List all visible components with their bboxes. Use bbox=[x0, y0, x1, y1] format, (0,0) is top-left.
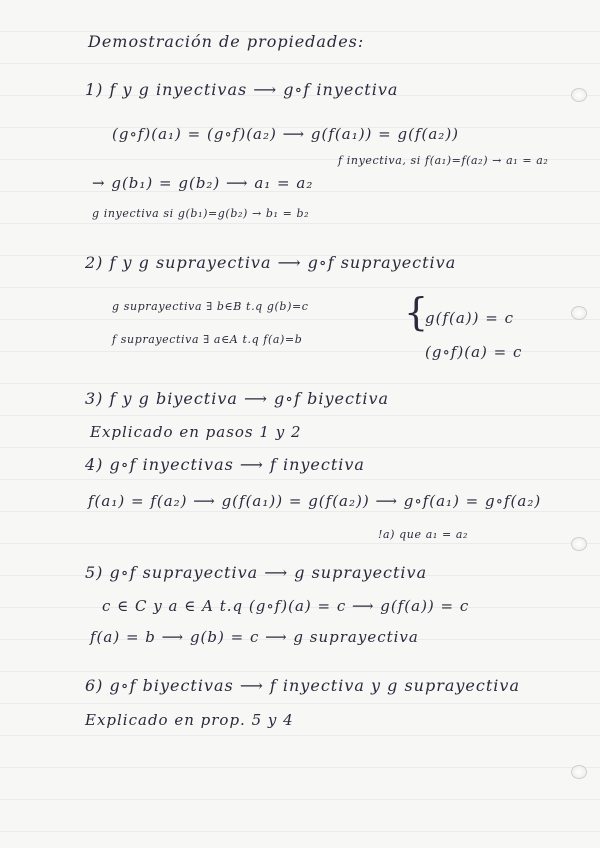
section-5-line-2: f(a) = b ⟶ g(b) = c ⟶ g suprayectiva bbox=[90, 628, 419, 646]
section-4-heading: 4) g∘f inyectivas ⟶ f inyectiva bbox=[85, 455, 365, 474]
page-title: Demostración de propiedades: bbox=[88, 32, 365, 51]
section-1-line-2: f inyectiva, si f(a₁)=f(a₂) → a₁ = a₂ bbox=[338, 154, 549, 167]
section-3-heading: 3) f y g biyectiva ⟶ g∘f biyectiva bbox=[85, 389, 390, 408]
section-5-line-1: c ∈ C y a ∈ A t.q (g∘f)(a) = c ⟶ g(f(a)) = c bbox=[102, 597, 470, 615]
section-5-heading: 5) g∘f suprayectiva ⟶ g suprayectiva bbox=[85, 563, 428, 582]
section-6-line-1: Explicado en prop. 5 y 4 bbox=[85, 711, 294, 729]
section-1-line-1: (g∘f)(a₁) = (g∘f)(a₂) ⟶ g(f(a₁)) = g(f(a₂)) bbox=[112, 125, 460, 143]
section-1-line-4: g inyectiva si g(b₁)=g(b₂) → b₁ = b₂ bbox=[92, 207, 310, 220]
section-6-heading: 6) g∘f biyectivas ⟶ f inyectiva y g suprayectiva bbox=[85, 676, 520, 695]
section-2-result-1: g(f(a)) = c bbox=[425, 309, 515, 327]
section-2-result-2: (g∘f)(a) = c bbox=[425, 343, 523, 361]
section-4-line-2: !a) que a₁ = a₂ bbox=[378, 528, 469, 541]
section-1-line-3: → g(b₁) = g(b₂) ⟶ a₁ = a₂ bbox=[92, 174, 314, 192]
section-3-line-1: Explicado en pasos 1 y 2 bbox=[90, 423, 302, 441]
section-2-heading: 2) f y g suprayectiva ⟶ g∘f suprayectiva bbox=[85, 253, 457, 272]
section-4-line-1: f(a₁) = f(a₂) ⟶ g(f(a₁)) = g(f(a₂)) ⟶ g∘f(a₁) = g∘f(a₂) bbox=[88, 492, 542, 510]
punch-hole bbox=[571, 88, 587, 102]
punch-hole bbox=[571, 537, 587, 551]
punch-hole bbox=[571, 765, 587, 779]
section-2-line-1: g suprayectiva ∃ b∈B t.q g(b)=c bbox=[112, 300, 309, 313]
punch-hole bbox=[571, 306, 587, 320]
curly-brace: { bbox=[404, 290, 429, 334]
section-1-heading: 1) f y g inyectivas ⟶ g∘f inyectiva bbox=[85, 80, 399, 99]
section-2-line-2: f suprayectiva ∃ a∈A t.q f(a)=b bbox=[112, 333, 303, 346]
